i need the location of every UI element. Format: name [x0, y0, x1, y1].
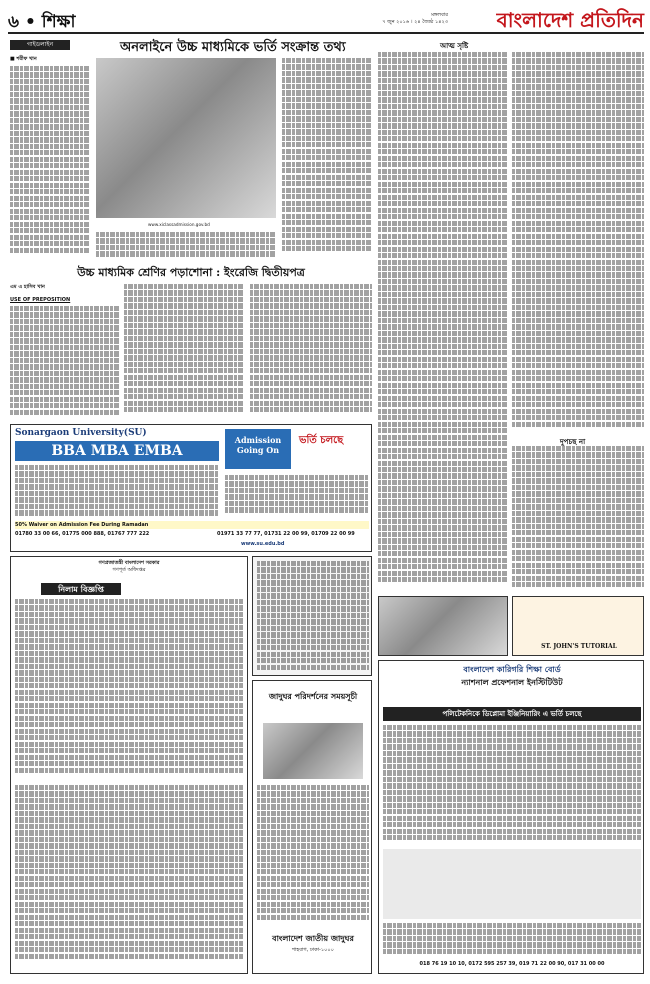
english-topic: USE OF PREPOSITION: [10, 297, 71, 303]
tender-notice: [10, 556, 248, 974]
article-column-1: [10, 66, 90, 256]
sonargaon-university-ad: [10, 424, 372, 552]
coaching-ad: [378, 596, 508, 656]
tender-table: [15, 599, 243, 779]
polytechnic-admission: পলিটেকনিকে ডিপ্লোমা ইঞ্জিনিয়ারিং এ ভর্তি চলছে: [383, 707, 641, 721]
page-header: [8, 6, 644, 34]
su-waiver-banner: 50% Waiver on Admission Fee During Ramadan: [15, 521, 369, 529]
bkts-logos-strip: [383, 849, 641, 919]
continued-subtitle: দুপচছ না: [560, 437, 586, 446]
bkts-footer-text: [383, 923, 641, 957]
english-column-2: [124, 284, 244, 420]
bkts-phones: 018 76 19 10 10, 0172 595 257 39, 019 71 22 00 90, 017 31 00 00: [419, 961, 605, 967]
museum-schedule-text: [257, 785, 369, 925]
english-column-1: [10, 306, 120, 420]
su-name: Sonargaon University(SU): [15, 428, 147, 438]
su-website: www.su.edu.bd: [241, 541, 285, 547]
tender-office: গণপূর্ত অধিদপ্তর: [112, 567, 146, 573]
st-johns-tutorial-ad: [512, 596, 644, 656]
article-headline: অনলাইনে উচ্চ মাধ্যমিকে ভর্তি সংক্রান্ত তথ্য: [120, 40, 346, 55]
technical-board-ad: [378, 660, 644, 974]
museum-name: বাংলাদেশ জাতীয় জাদুঘর: [272, 933, 354, 943]
date-weekday: মঙ্গলবার: [431, 12, 448, 18]
section-tag: গাইডলাইন: [10, 40, 70, 50]
bkts-title: বাংলাদেশ কারিগরি শিক্ষা বোর্ড: [463, 664, 561, 674]
students-photo: [96, 58, 276, 218]
museum-building-photo: [263, 723, 363, 779]
su-phones: 01780 33 00 66, 01775 000 888, 01767 777 222: [15, 531, 150, 537]
classified-ads-column: [252, 556, 372, 676]
continued-column-2: [512, 52, 644, 432]
continued-column-1: [378, 52, 508, 592]
bkts-details: [383, 725, 641, 845]
admission-url: www.xiclassadmission.gov.bd: [148, 222, 210, 227]
su-programs: [15, 465, 219, 519]
byline: ■ শরীফ খান: [10, 56, 37, 62]
photo-caption-text: [96, 232, 276, 258]
english-author: এম এ হাসিব খান: [10, 284, 45, 290]
date-full: ৭ জুন ২০১৬ । ২৪ জ্যৈষ্ঠ ১৪২৩: [382, 19, 448, 25]
tender-conditions: [15, 785, 243, 965]
museum-address: শাহবাগ, ঢাকা-১০০০: [292, 947, 334, 953]
su-law-programs: [225, 475, 369, 519]
npi-name: ন্যাশনাল প্রফেশনাল ইনস্টিটিউট: [461, 677, 563, 687]
page-number: ৬ • শিক্ষা: [8, 12, 76, 32]
classified-ads-text: [257, 561, 369, 673]
admission-going-on: Admission Going On: [225, 429, 291, 469]
masthead: বাংলাদেশ প্রতিদিন: [496, 8, 644, 32]
english-column-3: [250, 284, 372, 420]
continued-column-3: [512, 446, 644, 592]
tender-title: নিলাম বিজ্ঞপ্তি: [41, 583, 121, 595]
vorti-cholche: ভর্তি চলছে: [299, 435, 344, 446]
museum-schedule-title: জাদুঘর পরিদর্শনের সময়সূচী: [268, 691, 358, 701]
su-tagline: BBA MBA EMBA: [15, 441, 219, 461]
continued-title: আত্ম সৃষ্টি: [440, 41, 469, 50]
tender-government: গণপ্রজাতন্ত্রী বাংলাদেশ সরকার: [98, 560, 160, 566]
english-headline: উচ্চ মাধ্যমিক শ্রেণির পড়াশোনা : ইংরেজি দ্বিতীয়পত্র: [77, 266, 305, 279]
st-johns-name: ST. JOHN'S TUTORIAL: [541, 643, 617, 650]
su-phones-2: 01971 33 77 77, 01731 22 00 99, 01709 22 00 99: [217, 531, 355, 537]
publication-date: [338, 12, 448, 26]
article-column-2: [282, 58, 372, 258]
museum-ad: [252, 680, 372, 974]
